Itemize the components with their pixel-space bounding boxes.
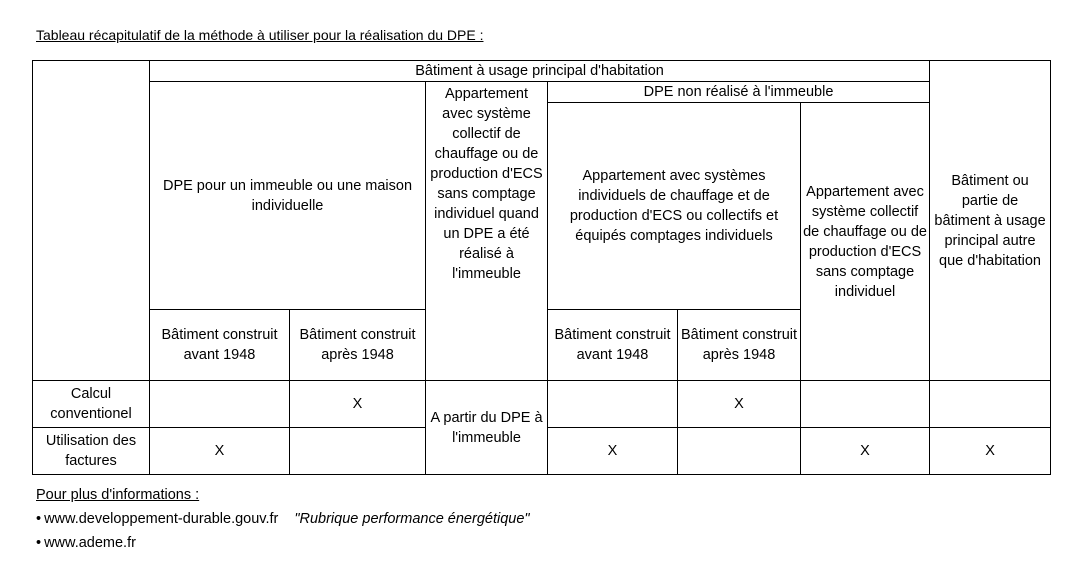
footer-line-1 — [36, 511, 530, 527]
table-cell — [930, 381, 1051, 428]
row-label-calcul: Calcul conventionel — [33, 381, 150, 428]
header-appt-collectif-sans-comptage: Appartement avec système collectif de chauffage ou de production d'ECS sans comptage individuel — [801, 103, 930, 381]
header-appt-collectif-dpe-immeuble: Appartement avec système collectif de chauffage ou de production d'ECS sans comptage individuel quand un DPE a été réalisé à l'immeuble — [426, 82, 548, 381]
bullet-icon: • — [36, 535, 42, 551]
row-label-factures: Utilisation des factures — [33, 428, 150, 475]
cell-mark: X — [150, 428, 290, 475]
header-appt-systemes-individuels: Appartement avec systèmes individuels de chauffage et de production d'ECS ou collectifs et équipés comptages individuels — [548, 103, 801, 310]
header-usage-habitation: Bâtiment à usage principal d'habitation — [150, 61, 930, 82]
cell-mark: X — [801, 428, 930, 475]
corner-cell — [33, 61, 150, 381]
page-title: Tableau récapitulatif de la méthode à utiliser pour la réalisation du DPE : — [36, 27, 484, 43]
subheader-apres-1948: Bâtiment construit après 1948 — [290, 310, 426, 381]
bullet-icon: • — [36, 511, 42, 527]
header-immeuble-maison: DPE pour un immeuble ou une maison individuelle — [150, 82, 426, 310]
footer-line-2 — [36, 535, 136, 551]
cell-mark: X — [930, 428, 1051, 475]
table-cell — [678, 428, 801, 475]
table-cell — [801, 381, 930, 428]
header-autre-usage: Bâtiment ou partie de bâtiment à usage principal autre que d'habitation — [930, 61, 1051, 381]
table-cell — [548, 381, 678, 428]
subheader-apres-1948: Bâtiment construit après 1948 — [678, 310, 801, 381]
header-dpe-non-realise: DPE non réalisé à l'immeuble — [548, 82, 930, 103]
link-developpement-durable[interactable]: www.developpement-durable.gouv.fr — [44, 511, 279, 527]
rubrique-note: "Rubrique performance énergétique" — [294, 511, 530, 527]
table-cell — [150, 381, 290, 428]
cell-mark: X — [678, 381, 801, 428]
link-ademe[interactable]: www.ademe.fr — [44, 535, 136, 551]
subheader-avant-1948: Bâtiment construit avant 1948 — [548, 310, 678, 381]
subheader-avant-1948: Bâtiment construit avant 1948 — [150, 310, 290, 381]
cell-a-partir-dpe: A partir du DPE à l'immeuble — [426, 381, 548, 475]
footer-heading: Pour plus d'informations : — [36, 487, 200, 503]
table-cell — [290, 428, 426, 475]
dpe-method-table — [32, 60, 1051, 475]
cell-mark: X — [290, 381, 426, 428]
cell-mark: X — [548, 428, 678, 475]
